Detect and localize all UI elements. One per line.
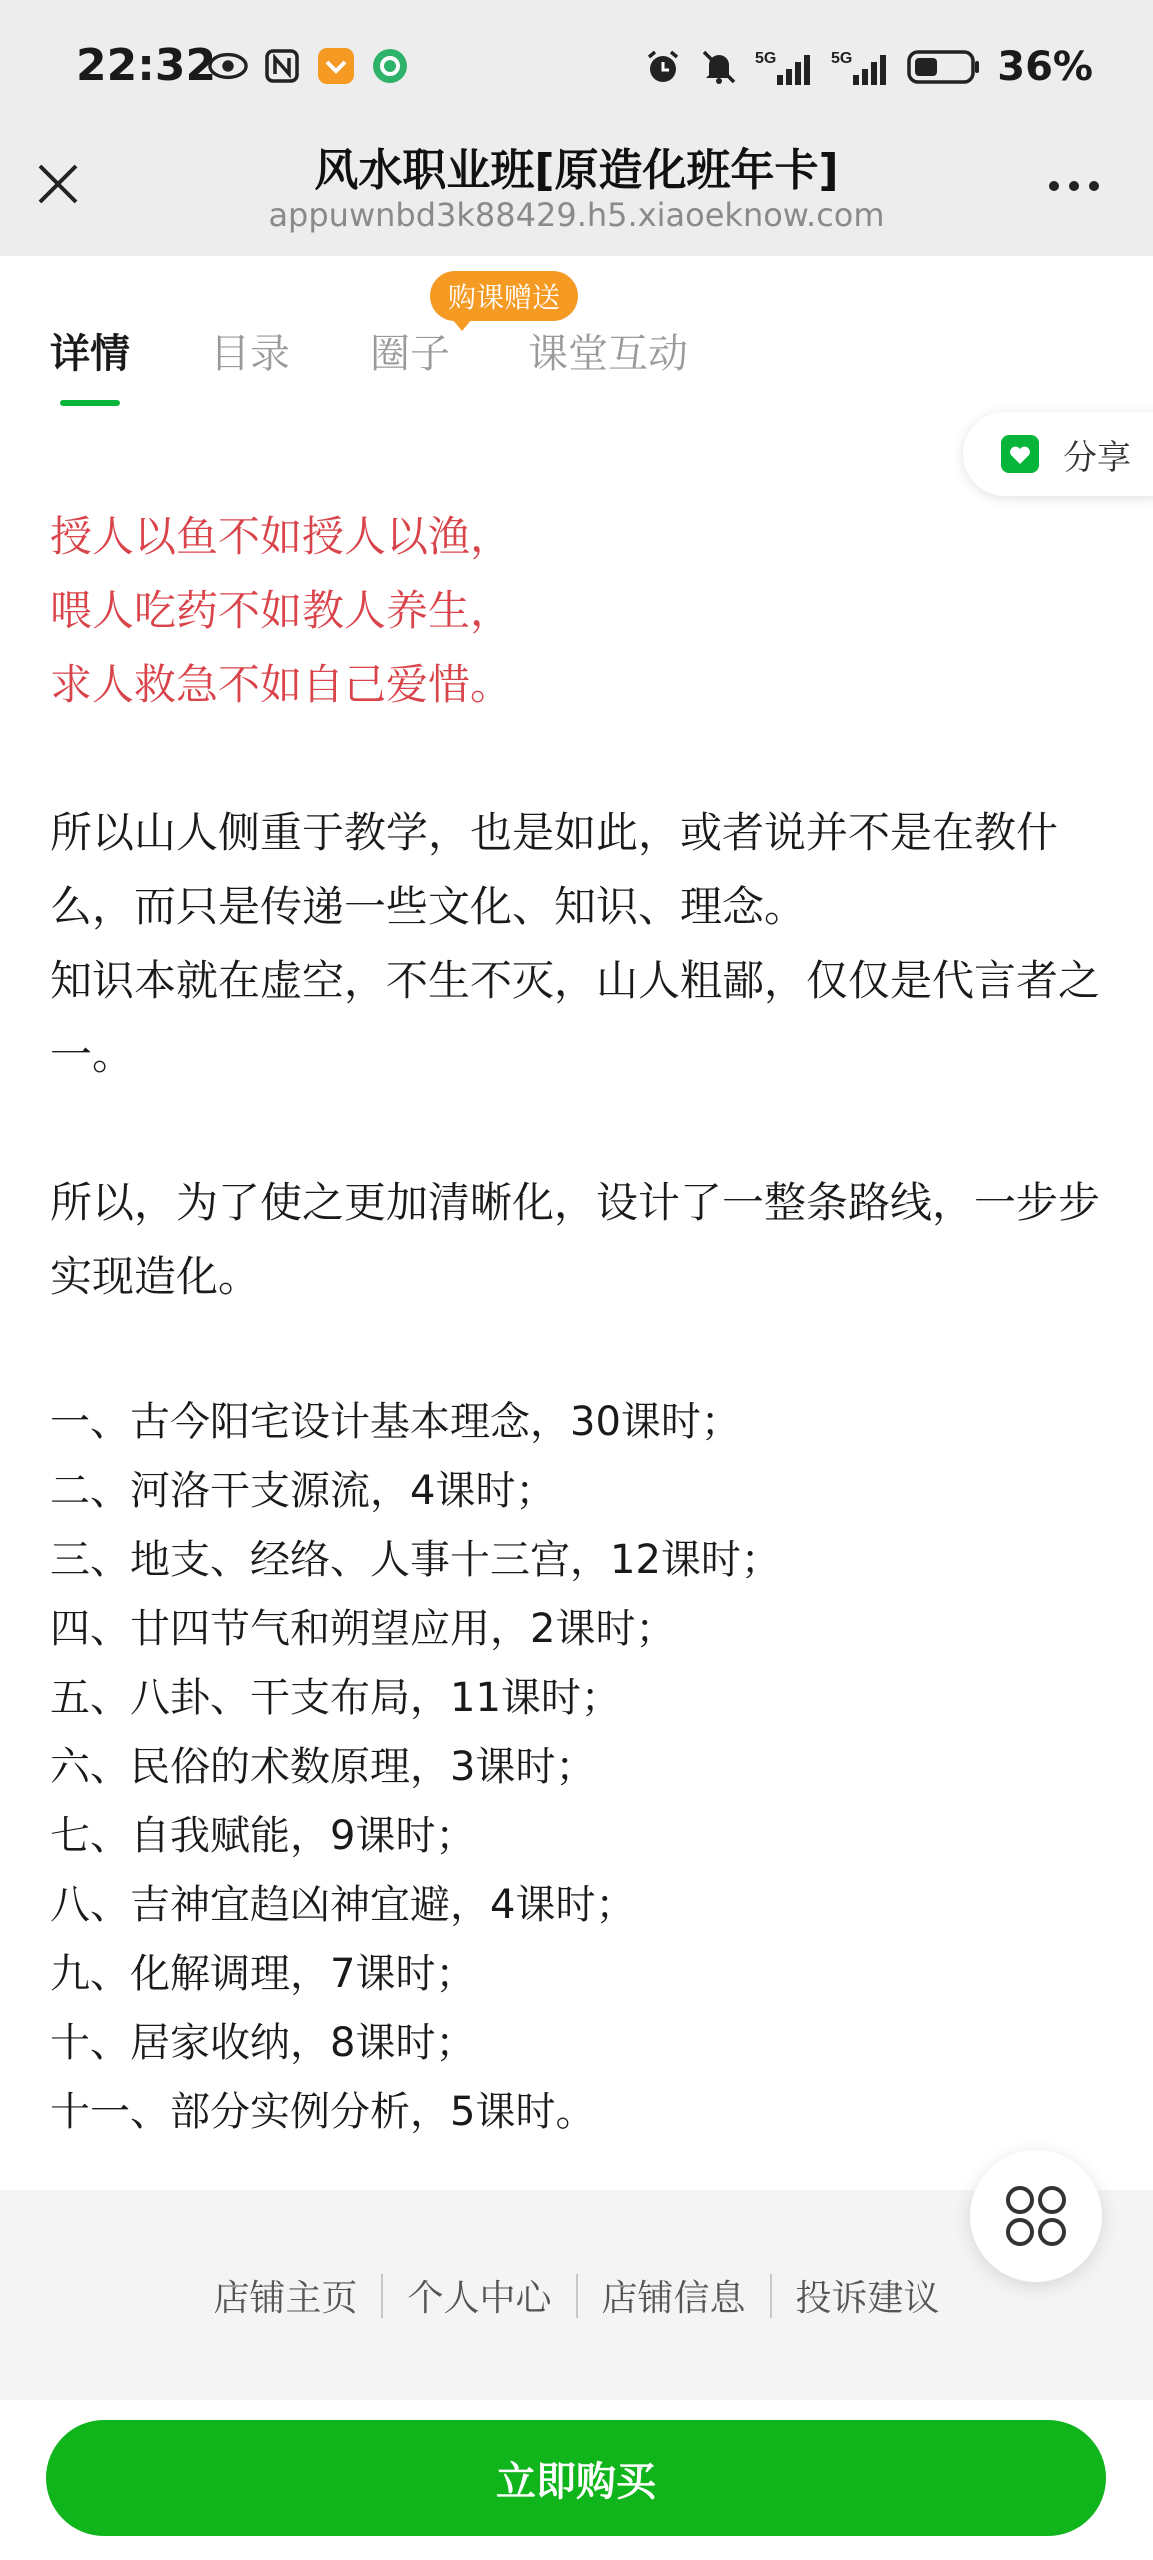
footer-link-store-info[interactable]: 店铺信息 (601, 2278, 746, 2319)
list-item: 七、自我赋能，9课时； (50, 1813, 476, 1859)
list-item: 三、地支、经络、人事十三宫，12课时； (50, 1537, 781, 1583)
paragraph: 知识本就在虚空，不生不灭，山人粗鄙，仅仅是代言者之一。 (50, 956, 1101, 1079)
course-description (50, 500, 1110, 2147)
dot-icon (1089, 181, 1099, 191)
tab-catalog[interactable]: 目录 (210, 331, 290, 377)
paragraph: 所以山人侧重于教学，也是如此，或者说并不是在教什么，而只是传递一些文化、知识、理念。 (50, 808, 1059, 931)
divider (576, 2274, 578, 2318)
battery-icon (907, 47, 981, 87)
list-item: 一、古今阳宅设计基本理念，30课时； (50, 1399, 741, 1445)
svg-text:5G: 5G (755, 50, 777, 67)
alarm-icon (643, 47, 683, 87)
footer-link-complaint[interactable]: 投诉建议 (795, 2278, 940, 2319)
svg-text:5G: 5G (831, 50, 853, 67)
status-time: 22:32 (76, 40, 217, 91)
share-icon (999, 433, 1041, 475)
quote-line: 喂人吃药不如教人养生， (50, 586, 513, 635)
tab-bar (0, 256, 1153, 406)
signal-icon (831, 47, 891, 87)
list-item: 九、化解调理，7课时； (50, 1951, 476, 1997)
buy-bar (0, 2400, 1153, 2560)
nav-bar (0, 120, 1153, 256)
tab-details[interactable]: 详情 (50, 331, 130, 377)
more-options-button[interactable] (1049, 170, 1113, 202)
top-chrome (0, 0, 1153, 256)
mute-icon (699, 47, 739, 87)
list-item: 二、河洛干支源流，4课时； (50, 1468, 556, 1514)
list-item: 十一、部分实例分析，5课时。 (50, 2089, 596, 2135)
divider (381, 2274, 383, 2318)
list-item: 十、居家收纳，8课时； (50, 2020, 476, 2066)
footer-link-store-home[interactable]: 店铺主页 (213, 2278, 358, 2319)
nfc-icon (262, 46, 302, 86)
tab-interaction[interactable]: 课堂互动 (528, 331, 688, 377)
list-item: 六、民俗的术数原理，3课时； (50, 1744, 596, 1790)
tab-circle[interactable]: 圈子 (370, 331, 450, 377)
course-list (50, 1388, 1110, 2147)
status-right-icons (643, 44, 1093, 90)
status-left-icons (208, 46, 410, 86)
page-title: 风水职业班[原造化班年卡] (314, 145, 839, 196)
dot-icon (1069, 181, 1079, 191)
divider (770, 2274, 772, 2318)
grid-menu-icon (1004, 2184, 1068, 2248)
list-item: 八、吉神宜趋凶神宜避，4课时； (50, 1882, 636, 1928)
dot-icon (1049, 181, 1059, 191)
share-label: 分享 (1063, 437, 1131, 478)
floating-menu-button[interactable] (970, 2150, 1102, 2282)
shopping-app-icon (316, 46, 356, 86)
signal-icon (755, 47, 815, 87)
share-button[interactable] (963, 412, 1153, 496)
quote-line: 授人以鱼不如授人以渔， (50, 512, 513, 561)
paragraph: 所以，为了使之更加清晰化，设计了一整条路线，一步步实现造化。 (50, 1178, 1101, 1301)
list-item: 五、八卦、干支布局，11课时； (50, 1675, 621, 1721)
battery-percentage: 36% (997, 44, 1093, 90)
active-tab-indicator (60, 400, 120, 406)
promo-badge: 购课赠送 (430, 271, 578, 321)
status-bar (0, 0, 1153, 140)
page-url: appuwnbd3k88429.h5.xiaoeknow.com (268, 196, 885, 234)
footer-links (0, 2270, 1153, 2321)
quote-line: 求人救急不如自己爱惜。 (50, 660, 513, 709)
eye-icon (208, 46, 248, 86)
list-item: 四、廿四节气和朔望应用，2课时； (50, 1606, 676, 1652)
buy-now-button[interactable]: 立即购买 (46, 2420, 1106, 2536)
wechat-like-app-icon (370, 46, 410, 86)
footer-link-personal-center[interactable]: 个人中心 (407, 2278, 552, 2319)
